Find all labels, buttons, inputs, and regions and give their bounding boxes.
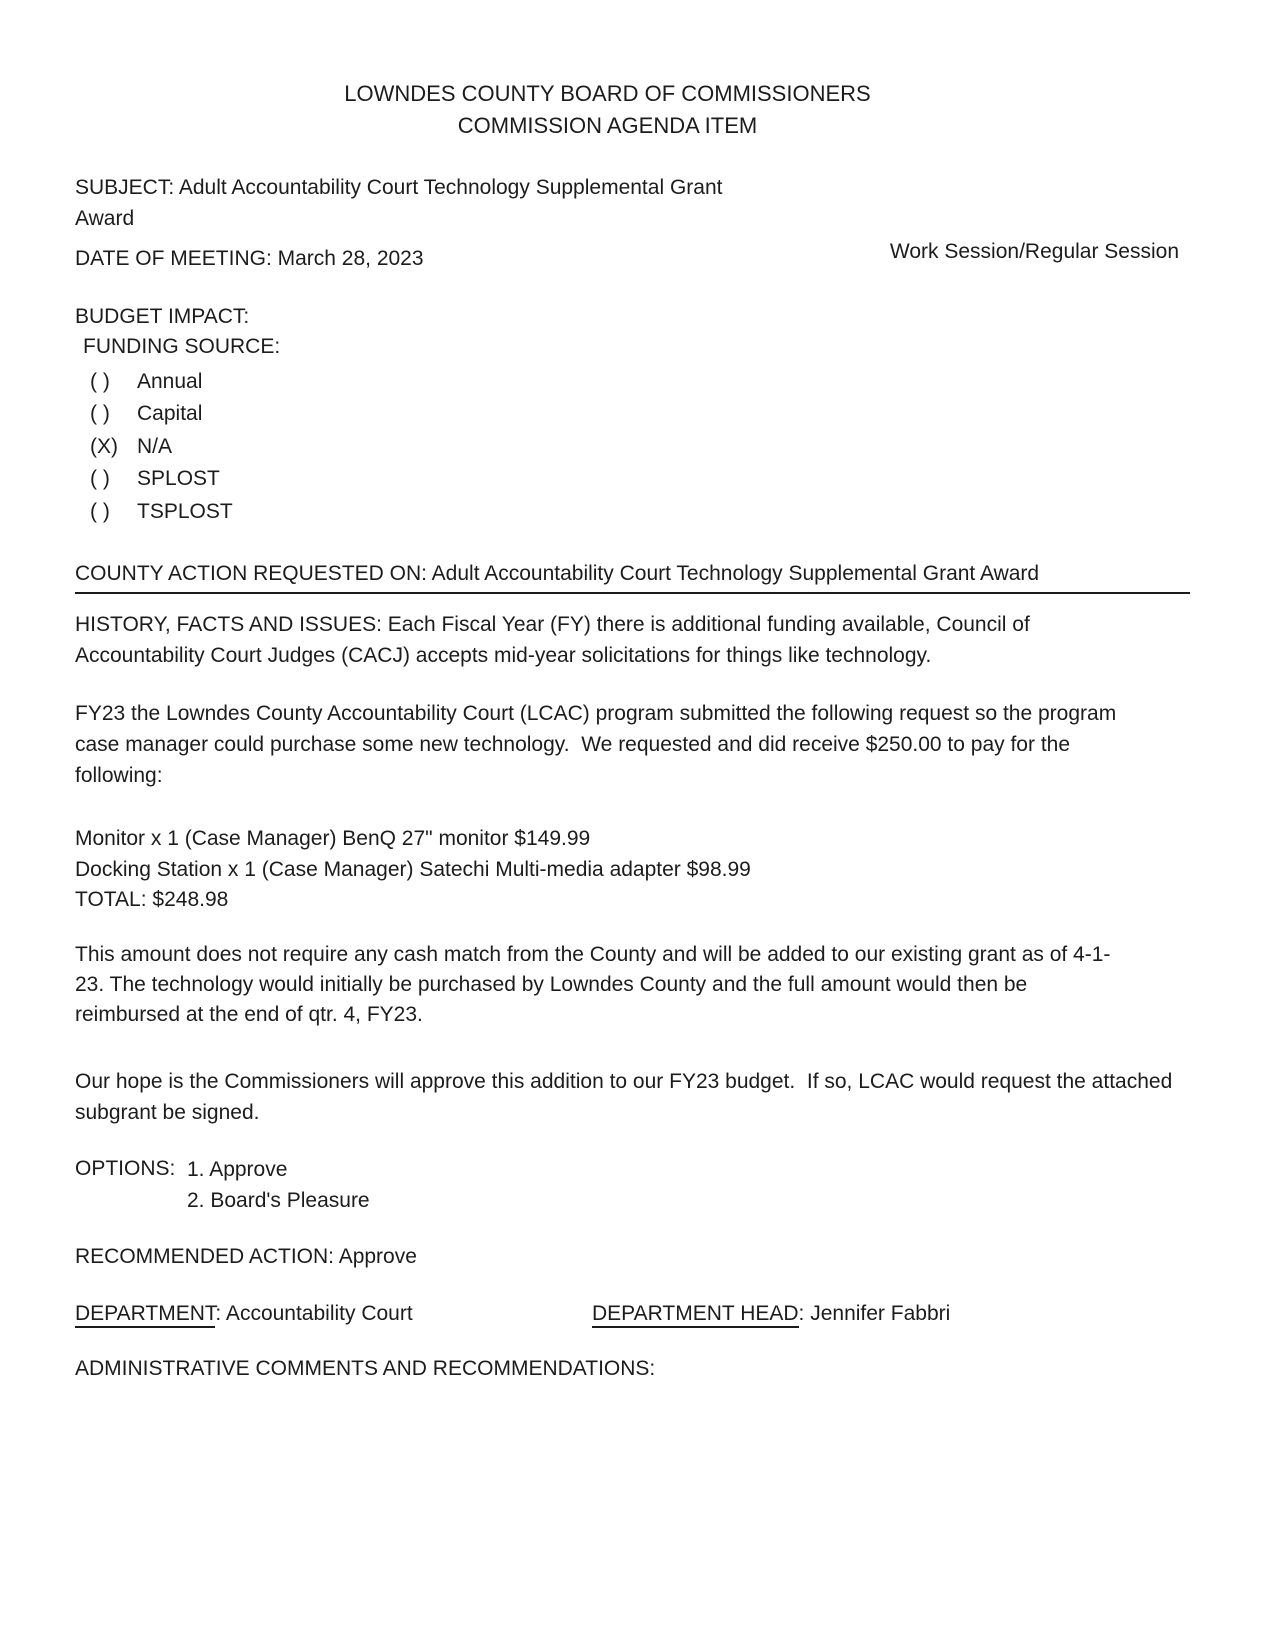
- option-boards-pleasure: 2. Board's Pleasure: [187, 1189, 370, 1212]
- department-label: DEPARTMENT: [75, 1302, 215, 1328]
- session-type-line: Work Session/Regular Session: [889, 240, 1179, 263]
- purchase-total: TOTAL: $248.98: [75, 888, 229, 911]
- meeting-date-line: DATE OF MEETING: March 28, 2023: [75, 247, 424, 270]
- purchase-item-docking-station: Docking Station x 1 (Case Manager) Satechi Multi-media adapter $98.99: [75, 857, 751, 881]
- department-row: [75, 1299, 1195, 1331]
- department-field: [75, 1302, 413, 1328]
- funding-option-label: Capital: [137, 402, 203, 425]
- recommended-action-line: RECOMMENDED ACTION: Approve: [75, 1245, 417, 1268]
- department-head-label: DEPARTMENT HEAD: [592, 1302, 799, 1328]
- checkbox-splost: ( ): [90, 467, 110, 490]
- fy23-paragraph: FY23 the Lowndes County Accountability Court (LCAC) program submitted the following request so the program case manager could purchase some new technology. We requested and did receive $250.00 to pay for the following:: [75, 702, 1123, 787]
- options-list: [187, 1154, 370, 1216]
- funding-option-na: [90, 432, 172, 462]
- funding-option-label: TSPLOST: [137, 500, 233, 523]
- department-head-value: : Jennifer Fabbri: [798, 1302, 951, 1325]
- funding-option-tsplost: [90, 497, 233, 527]
- purchase-items-block: [75, 824, 1195, 916]
- funding-option-label: N/A: [137, 435, 173, 458]
- cash-match-paragraph: This amount does not require any cash match from the County and will be added to our existing grant as of 4-1-23. The technology would initially be purchased by Lowndes County and the full amount would then be reimbursed at the end of qtr. 4, FY23.: [75, 943, 1111, 1026]
- budget-impact-label: BUDGET IMPACT:: [75, 305, 250, 328]
- department-value: : Accountability Court: [215, 1302, 413, 1325]
- options-block: [75, 1154, 370, 1216]
- history-paragraph: HISTORY, FACTS AND ISSUES: Each Fiscal Year (FY) there is additional funding available, Council of Accountability Court Judges (CACJ) accepts mid-year solicitations for things like technology.: [75, 613, 1035, 667]
- subject-line: SUBJECT: Adult Accountability Court Technology Supplemental Grant Award: [75, 176, 728, 230]
- horizontal-divider: [75, 592, 1190, 594]
- admin-comments-label: ADMINISTRATIVE COMMENTS AND RECOMMENDATIONS:: [75, 1357, 656, 1380]
- funding-option-label: SPLOST: [137, 467, 220, 490]
- funding-option-capital: [90, 399, 202, 429]
- checkbox-na-checked: (X): [90, 435, 118, 458]
- checkbox-capital: ( ): [90, 402, 110, 425]
- funding-option-label: Annual: [137, 370, 203, 393]
- document-title-line2: COMMISSION AGENDA ITEM: [457, 113, 758, 138]
- checkbox-tsplost: ( ): [90, 500, 110, 523]
- options-label: OPTIONS:: [75, 1157, 176, 1180]
- department-head-field: [592, 1299, 950, 1329]
- checkbox-annual: ( ): [90, 370, 110, 393]
- document-title-line1: LOWNDES COUNTY BOARD OF COMMISSIONERS: [344, 81, 871, 106]
- funding-option-annual: [90, 367, 202, 397]
- purchase-item-monitor: Monitor x 1 (Case Manager) BenQ 27" monitor $149.99: [75, 827, 591, 850]
- funding-source-label: FUNDING SOURCE:: [83, 335, 281, 358]
- county-action-line: COUNTY ACTION REQUESTED ON: Adult Accountability Court Technology Supplemental Grant Award: [75, 562, 1040, 585]
- funding-option-splost: [90, 464, 220, 494]
- option-approve: 1. Approve: [187, 1158, 288, 1181]
- hope-paragraph: Our hope is the Commissioners will approve this addition to our FY23 budget. If so, LCAC would request the attached subgrant be signed.: [75, 1070, 1179, 1124]
